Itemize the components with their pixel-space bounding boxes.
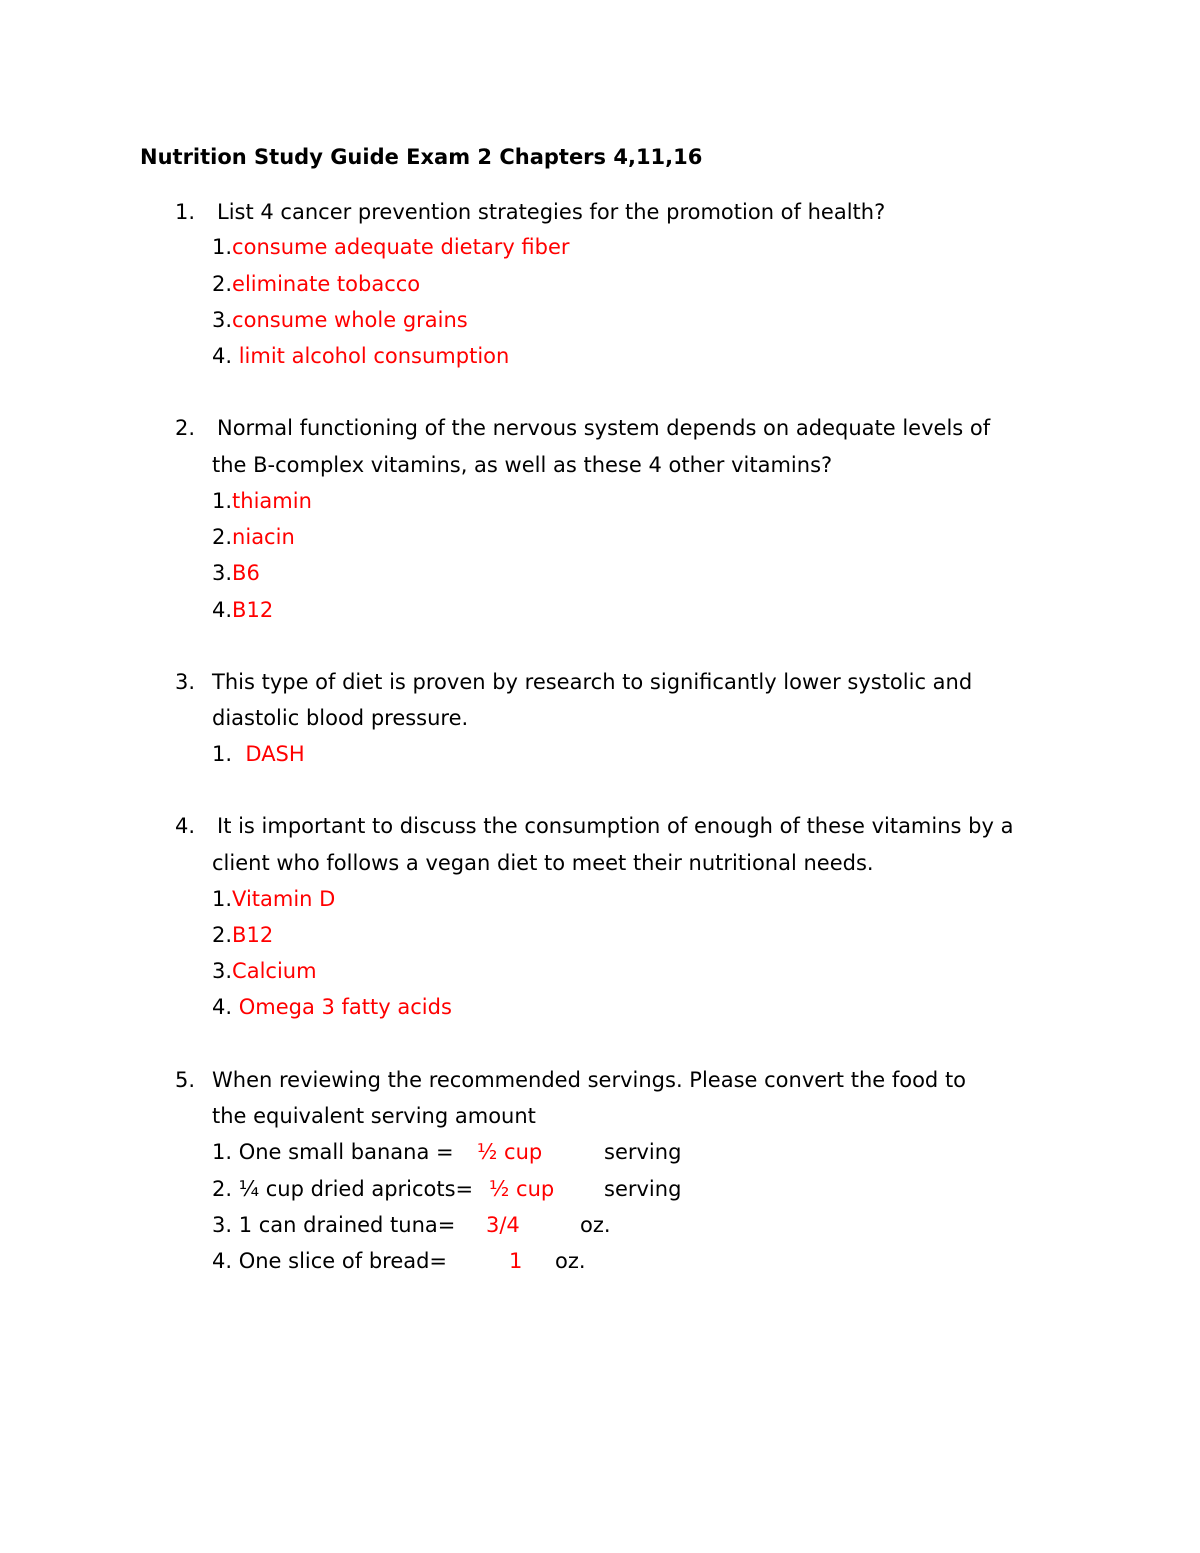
answer-item: 3.consume whole grains	[212, 308, 468, 332]
question-number: 5.	[175, 1068, 196, 1092]
answer-item: 1.thiamin	[212, 489, 312, 513]
conversion-label: 2. ¼ cup dried apricots=	[212, 1177, 474, 1201]
conversion-unit: oz.	[555, 1249, 586, 1273]
question-text: It is important to discuss the consumption of enough of these vitamins by a	[217, 814, 1014, 838]
question-text: the equivalent serving amount	[212, 1104, 536, 1128]
answer-item: 3.Calcium	[212, 959, 317, 983]
answer-item: 4.B12	[212, 598, 274, 622]
conversion-value: 3/4	[486, 1213, 520, 1237]
question-number: 2.	[175, 416, 196, 440]
question-number: 1.	[175, 200, 196, 224]
conversion-value: ½ cup	[477, 1140, 543, 1164]
answer-item: 1.Vitamin D	[212, 887, 336, 911]
answer-item: 1.consume adequate dietary fiber	[212, 235, 570, 259]
conversion-label: 3. 1 can drained tuna=	[212, 1213, 456, 1237]
conversion-value: 1	[509, 1249, 523, 1273]
question-number: 3.	[175, 670, 196, 694]
answer-item: 2.B12	[212, 923, 274, 947]
question-text: the B-complex vitamins, as well as these 4 other vitamins?	[212, 453, 833, 477]
answer-item: 4. Omega 3 fatty acids	[212, 995, 452, 1019]
answer-item: 1. DASH	[212, 742, 305, 766]
answer-item: 2.niacin	[212, 525, 295, 549]
conversion-value: ½ cup	[489, 1177, 555, 1201]
answer-item: 3.B6	[212, 561, 260, 585]
question-text: diastolic blood pressure.	[212, 706, 469, 730]
question-text: When reviewing the recommended servings. Please convert the food to	[212, 1068, 967, 1092]
conversion-unit: oz.	[580, 1213, 611, 1237]
conversion-unit: serving	[604, 1177, 682, 1201]
question-number: 4.	[175, 814, 196, 838]
question-text: Normal functioning of the nervous system depends on adequate levels of	[217, 416, 991, 440]
question-text: client who follows a vegan diet to meet their nutritional needs.	[212, 851, 874, 875]
question-text: This type of diet is proven by research to significantly lower systolic and	[212, 670, 973, 694]
question-text: List 4 cancer prevention strategies for the promotion of health?	[217, 200, 886, 224]
answer-item: 4. limit alcohol consumption	[212, 344, 510, 368]
conversion-unit: serving	[604, 1140, 682, 1164]
conversion-label: 1. One small banana =	[212, 1140, 454, 1164]
conversion-label: 4. One slice of bread=	[212, 1249, 448, 1273]
document-title: Nutrition Study Guide Exam 2 Chapters 4,11,16	[140, 145, 703, 169]
answer-item: 2.eliminate tobacco	[212, 272, 421, 296]
